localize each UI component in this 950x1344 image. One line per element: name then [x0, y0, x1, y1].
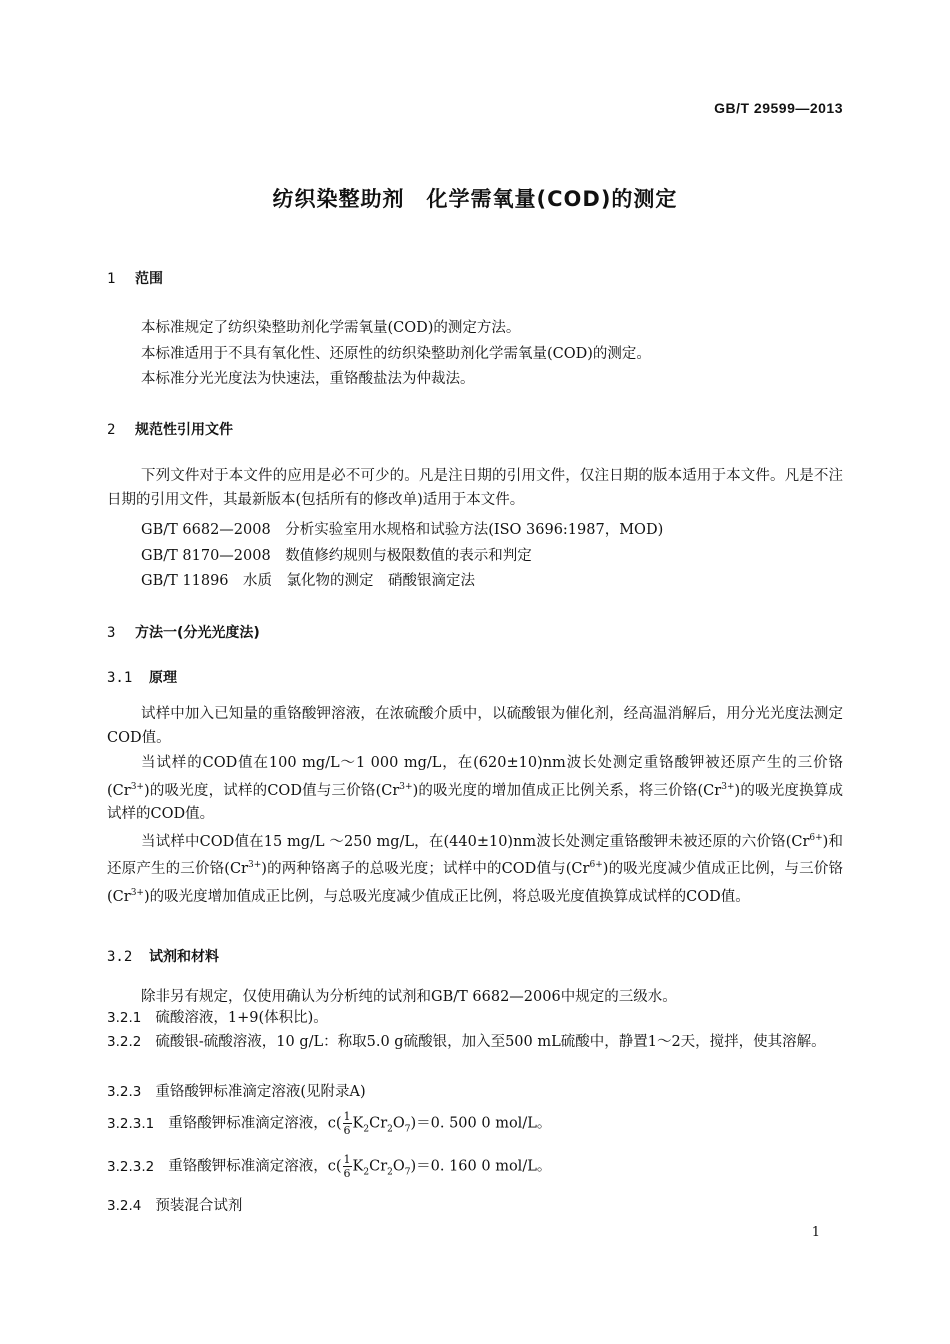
clause-3-2-2: 3.2.2 硫酸银-硫酸溶液，10 g/L：称取5.0 g硫酸银，加入至500 mL硫酸中，静置1～2天，搅拌，使其溶解。 [107, 1034, 826, 1050]
section-title: 范围 [135, 271, 163, 287]
standard-code: GB/T 29599—2013 [714, 100, 843, 116]
fraction: $\frac{1}{6}$ [343, 1153, 351, 1180]
clause-3-2-4: 3.2.4 预装混合试剂 [107, 1198, 243, 1214]
clause-3-2-3-1: 3.2.3.1 重铬酸钾标准滴定溶液，c( $\frac{1}{6}$ $K_2Cr_2O_7)=0$. 500 0 mol/L。 [107, 1110, 552, 1137]
document-title: 纺织染整助剂 化学需氧量(COD)的测定 [272, 187, 678, 211]
paragraph: 本标准适用于不具有氧化性、还原性的纺织染整助剂化学需氧量(COD)的测定。 [141, 346, 651, 362]
reference-item: GB/T 6682—2008 分析实验室用水规格和试验方法(ISO 3696:1987，MOD) [141, 522, 664, 538]
clause-3-2-1: 3.2.1 硫酸溶液，1+9(体积比)。 [107, 1010, 328, 1026]
paragraph: 本标准规定了纺织染整助剂化学需氧量(COD)的测定方法。 [141, 320, 521, 336]
section-title: 方法一(分光光度法) [135, 625, 260, 641]
reference-item: GB/T 8170—2008 数值修约规则与极限数值的表示和判定 [141, 548, 532, 564]
section-3-heading [107, 622, 260, 642]
page-number: 1 [811, 1225, 820, 1240]
paragraph: 当试样中COD值在15 mg/L ～250 mg/L，在(440±10)nm波长处测定重铬酸钾未被还原的六价铬$(Cr^{6+})$和还原产生的三价铬$(Cr^{3+})$的两种铬离子的总吸光度；试样中的COD值与$(Cr^{6+})$的吸光度减少值成正比例，与三价铬$(Cr^{3+})$的吸光度增加值成正比例，与总吸光度减少值成正比例，将总吸光度值换算成试样的COD值。 [107, 833, 844, 905]
fraction: $\frac{1}{6}$ [343, 1110, 351, 1137]
subsection-3-1-heading [107, 667, 177, 687]
section-1-heading [107, 268, 163, 288]
section-title: 规范性引用文件 [135, 422, 233, 438]
paragraph: 本标准分光光度法为快速法，重铬酸盐法为仲裁法。 [141, 371, 475, 387]
paragraph: 下列文件对于本文件的应用是必不可少的。凡是注日期的引用文件，仅注日期的版本适用于本文件。凡是不注日期的引用文件，其最新版本(包括所有的修改单)适用于本文件。 [107, 468, 843, 508]
section-number: 1 [107, 271, 116, 287]
subsection-3-2-heading [107, 946, 219, 966]
section-number: 3.1 [107, 670, 133, 686]
section-title: 试剂和材料 [149, 949, 219, 965]
paragraph: 除非另有规定，仅使用确认为分析纯的试剂和GB/T 6682—2006中规定的三级水。 [141, 989, 677, 1005]
clause-3-2-3: 3.2.3 重铬酸钾标准滴定溶液(见附录A) [107, 1084, 366, 1100]
section-number: 3 [107, 625, 116, 641]
section-number: 3.2 [107, 949, 133, 965]
clause-3-2-3-2: 3.2.3.2 重铬酸钾标准滴定溶液，c( $\frac{1}{6}$ $K_2Cr_2O_7)=0$. 160 0 mol/L。 [107, 1153, 552, 1180]
section-number: 2 [107, 422, 116, 438]
paragraph: 试样中加入已知量的重铬酸钾溶液，在浓硫酸介质中，以硫酸银为催化剂，经高温消解后，用分光光度法测定COD值。 [107, 706, 843, 746]
section-title: 原理 [149, 670, 177, 686]
reference-item: GB/T 11896 水质 氯化物的测定 硝酸银滴定法 [141, 573, 476, 589]
section-2-heading [107, 419, 233, 439]
paragraph: 当试样的COD值在100 mg/L～1 000 mg/L，在(620±10)nm波长处测定重铬酸钾被还原产生的三价铬$(Cr^{3+})$的吸光度，试样的COD值与三价铬$(Cr^{3+})$的吸光度的增加值成正比例关系，将三价铬$(Cr^{3+})$的吸光度换算成试样的COD值。 [107, 755, 843, 822]
